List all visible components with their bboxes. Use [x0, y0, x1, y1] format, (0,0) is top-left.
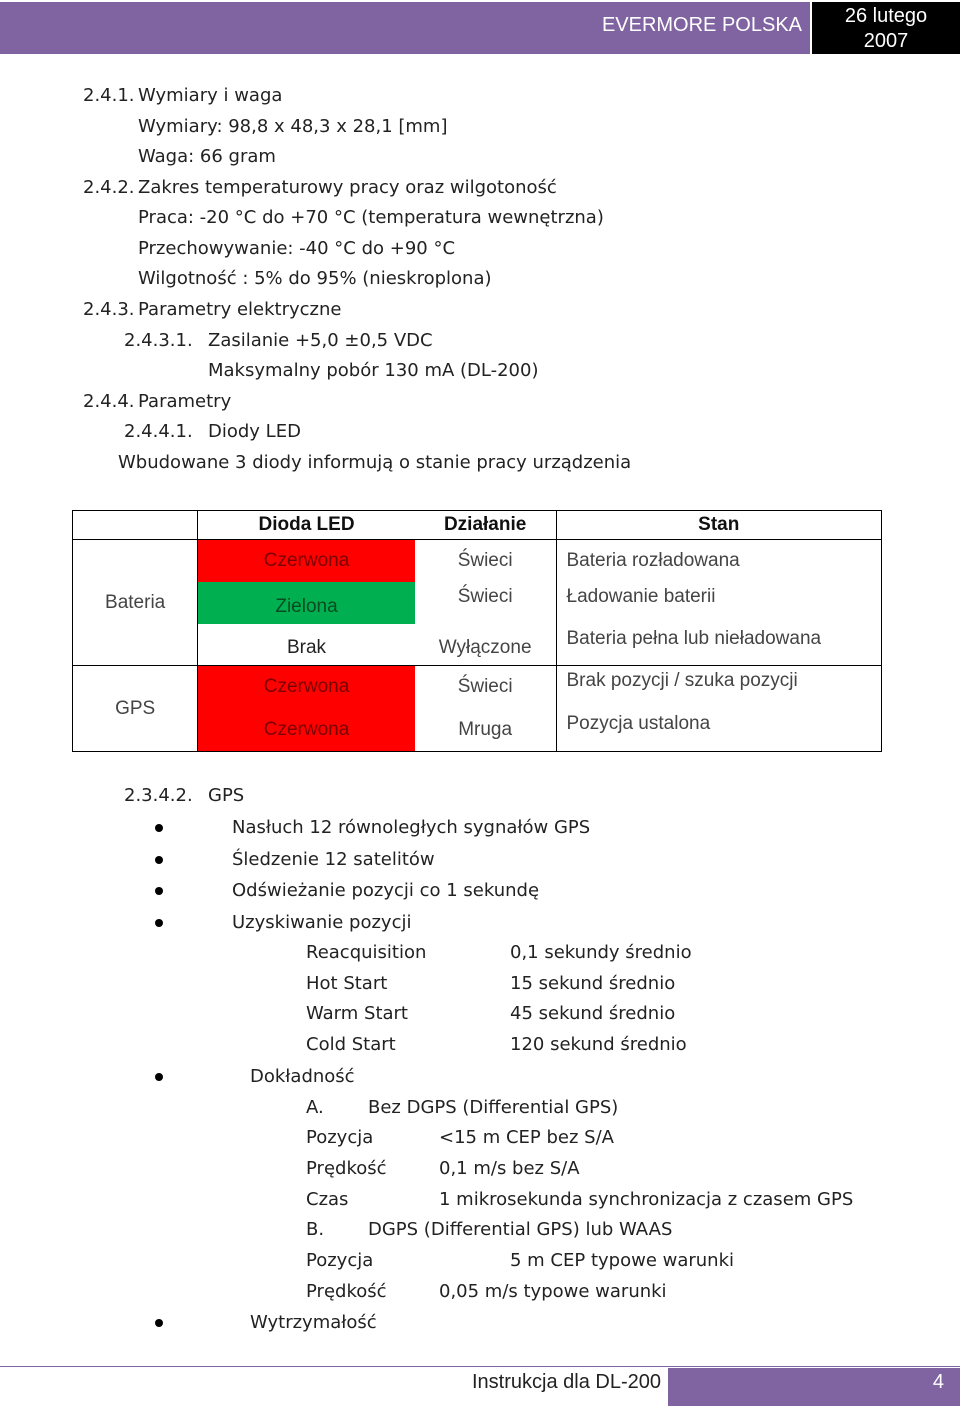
- subsection-title: Diody LED: [208, 421, 301, 442]
- table-header-led: Dioda LED: [198, 511, 415, 540]
- header-company: EVERMORE POLSKA: [601, 14, 802, 36]
- led-intro-text: Wbudowane 3 diody informują o stanie pracy urządzenia: [118, 452, 632, 473]
- max-current-text: Maksymalny pobór 130 mA (DL-200): [208, 360, 539, 381]
- weight-text: Waga: 66 gram: [138, 146, 276, 167]
- acq-time: 45 sekund średnio: [510, 1003, 676, 1024]
- gps-bullet: Odświeżanie pozycji co 1 sekundę: [232, 880, 540, 901]
- accuracy-value: 0,1 m/s bez S/A: [439, 1158, 580, 1179]
- gps-bullet: Śledzenie 12 satelitów: [232, 849, 435, 870]
- table-header-empty: [73, 511, 198, 540]
- bullet-icon: [155, 1319, 163, 1327]
- group-label-gps: GPS: [73, 666, 198, 752]
- supply-text: Zasilanie +5,0 ±0,5 VDC: [208, 330, 433, 351]
- gps-bullet: Nasłuch 12 równoległych sygnałów GPS: [232, 817, 591, 838]
- section-number: 2.4.3.: [83, 299, 135, 320]
- acq-mode: Hot Start: [306, 973, 388, 994]
- acq-mode: Reacquisition: [306, 942, 427, 963]
- led-state-cell: Bateria rozładowana: [556, 540, 882, 582]
- led-state-cell: Pozycja ustalona: [556, 709, 882, 752]
- group-label-battery: Bateria: [73, 540, 198, 666]
- table-header-row: [73, 511, 882, 540]
- accuracy-value: 0,05 m/s typowe warunki: [439, 1281, 667, 1302]
- table-row: [73, 666, 882, 709]
- bullet-icon: [155, 887, 163, 895]
- bullet-icon: [155, 824, 163, 832]
- subsection-number: 2.4.4.1.: [124, 421, 193, 442]
- led-action-cell: Wyłączone: [415, 624, 556, 666]
- subsection-number: 2.3.4.2.: [124, 785, 193, 806]
- section-title: Parametry elektryczne: [138, 299, 342, 320]
- footer-title: Instrukcja dla DL-200: [472, 1371, 661, 1393]
- accuracy-key: Prędkość: [306, 1281, 387, 1302]
- led-state-cell: Bateria pełna lub nieładowana: [556, 624, 882, 666]
- bullet-icon: [155, 856, 163, 864]
- bullet-icon: [155, 1073, 163, 1081]
- dimensions-text: Wymiary: 98,8 x 48,3 x 28,1 [mm]: [138, 116, 448, 137]
- subsection-number: 2.4.3.1.: [124, 330, 193, 351]
- led-color-cell: Zielona: [198, 582, 415, 624]
- accuracy-value: <15 m CEP bez S/A: [439, 1127, 614, 1148]
- section-number: 2.4.1.: [83, 85, 135, 106]
- footer-divider: [0, 1366, 960, 1367]
- footer-bar: [668, 1368, 960, 1406]
- led-action-cell: Świeci: [457, 549, 513, 571]
- header-date-year: 2007: [863, 30, 909, 52]
- subsection-title: GPS: [208, 785, 245, 806]
- led-action-cell: Mruga: [415, 709, 556, 752]
- acq-time: 15 sekund średnio: [510, 973, 676, 994]
- acq-mode: Warm Start: [306, 1003, 408, 1024]
- acq-time: 120 sekund średnio: [510, 1034, 687, 1055]
- led-state-cell: Ładowanie baterii: [556, 582, 882, 624]
- bullet-icon: [155, 919, 163, 927]
- accuracy-heading: Dokładność: [250, 1066, 355, 1087]
- section-title: Parametry: [138, 391, 232, 412]
- accuracy-value: 1 mikrosekunda synchronizacja z czasem GPS: [439, 1189, 854, 1210]
- section-number: 2.4.4.: [83, 391, 135, 412]
- variant-title: Bez DGPS (Differential GPS): [368, 1097, 619, 1118]
- led-color-cell: Czerwona: [198, 666, 415, 709]
- accuracy-key: Pozycja: [306, 1250, 374, 1271]
- led-state-cell: Brak pozycji / szuka pozycji: [556, 666, 882, 709]
- led-table: [72, 510, 882, 752]
- header-date-day: 26 lutego: [844, 5, 928, 27]
- page-number: 4: [932, 1371, 944, 1393]
- section-title: Zakres temperaturowy pracy oraz wilgotoność: [138, 177, 557, 198]
- temp-storage-text: Przechowywanie: -40 °C do +90 °C: [138, 238, 456, 259]
- durability-heading: Wytrzymałość: [250, 1312, 377, 1333]
- table-header-state: Stan: [556, 511, 882, 540]
- led-color-cell: Czerwona: [198, 540, 415, 582]
- table-row: [73, 540, 882, 582]
- led-color-cell: Brak: [198, 624, 415, 666]
- variant-title: DGPS (Differential GPS) lub WAAS: [368, 1219, 673, 1240]
- gps-bullet: Uzyskiwanie pozycji: [232, 912, 412, 933]
- acq-mode: Cold Start: [306, 1034, 396, 1055]
- accuracy-key: Czas: [306, 1189, 349, 1210]
- section-number: 2.4.2.: [83, 177, 135, 198]
- table-header-action: Działanie: [415, 511, 556, 540]
- led-action-cell: Świeci: [457, 585, 513, 607]
- led-action-cell: Świeci: [457, 676, 513, 698]
- section-title: Wymiary i waga: [138, 85, 283, 106]
- variant-letter: B.: [306, 1219, 325, 1240]
- humidity-text: Wilgotność : 5% do 95% (nieskroplona): [138, 268, 492, 289]
- accuracy-key: Pozycja: [306, 1127, 374, 1148]
- acq-time: 0,1 sekundy średnio: [510, 942, 692, 963]
- accuracy-value: 5 m CEP typowe warunki: [510, 1250, 735, 1271]
- temp-work-text: Praca: -20 °C do +70 °C (temperatura wewnętrzna): [138, 207, 604, 228]
- accuracy-key: Prędkość: [306, 1158, 387, 1179]
- variant-letter: A.: [306, 1097, 324, 1118]
- led-color-cell: Czerwona: [198, 709, 415, 752]
